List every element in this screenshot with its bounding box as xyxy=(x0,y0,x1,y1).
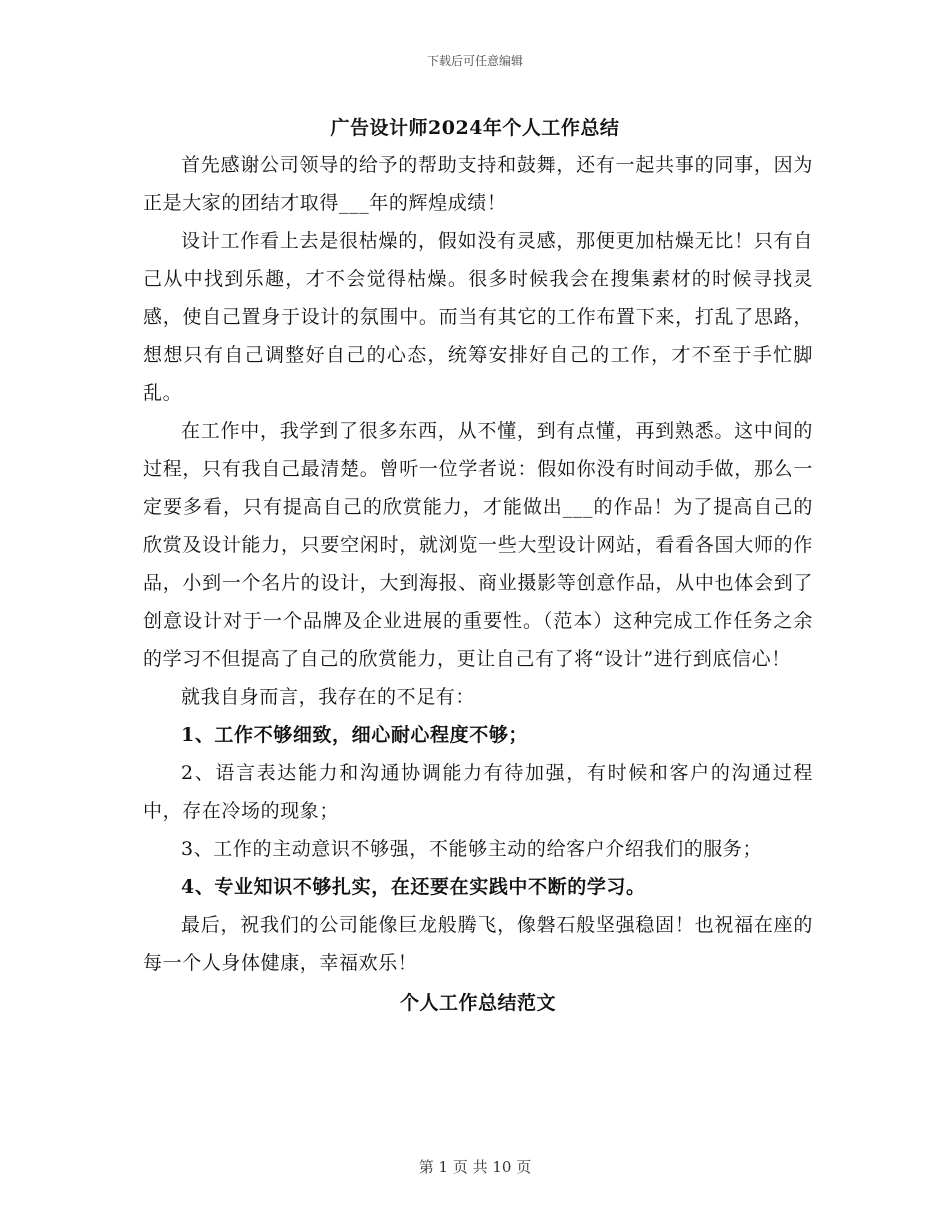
paragraph-design-work: 设计工作看上去是很枯燥的，假如没有灵感，那便更加枯燥无比！只有自己从中找到乐趣，才不会觉得枯燥。很多时候我会在搜集素材的时候寻找灵感，使自己置身于设计的氛围中。而当有其它的工作布置下来，打乱了思路，想想只有自己调整好自己的心态，统筹安排好自己的工作，才不至于手忙脚乱。 xyxy=(143,230,813,404)
paragraph-shortcomings-intro: 就我自身而言，我存在的不足有： xyxy=(181,686,476,708)
section-title: 个人工作总结范文 xyxy=(399,992,556,1014)
page-footer: 第 1 页 共 10 页 xyxy=(418,1158,532,1176)
shortcoming-item-2: 2、语言表达能力和沟通协调能力有待加强，有时候和客户的沟通过程中，存在冷场的现象； xyxy=(143,762,813,822)
shortcoming-item-1: 1、工作不够细致，细心耐心程度不够； xyxy=(181,724,529,746)
document-title: 广告设计师2024年个人工作总结 xyxy=(330,117,620,139)
shortcoming-item-4: 4、专业知识不够扎实，在还要在实践中不断的学习。 xyxy=(181,876,646,898)
paragraph-closing: 最后，祝我们的公司能像巨龙般腾飞，像磐石般坚强稳固！也祝福在座的每一个人身体健康，幸福欢乐！ xyxy=(143,914,813,974)
shortcoming-item-3: 3、工作的主动意识不够强，不能够主动的给客户介绍我们的服务； xyxy=(181,838,763,860)
paragraph-learning: 在工作中，我学到了很多东西，从不懂，到有点懂，再到熟悉。这中间的过程，只有我自己最清楚。曾听一位学者说：假如你没有时间动手做，那么一定要多看，只有提高自己的欣赏能力，才能做出___的作品！为了提高自己的欣赏及设计能力，只要空闲时，就浏览一些大型设计网站，看看各国大师的作品，小到一个名片的设计，大到海报、商业摄影等创意作品，从中也体会到了创意设计对于一个品牌及企业进展的重要性。（范本）这种完成工作任务之余的学习不但提高了自己的欣赏能力，更让自己有了将“设计”进行到底信心！ xyxy=(143,420,813,670)
paragraph-thanks: 首先感谢公司领导的给予的帮助支持和鼓舞，还有一起共事的同事，因为正是大家的团结才取得___年的辉煌成绩！ xyxy=(143,154,813,214)
document-body xyxy=(143,146,813,1022)
page-header: 下载后可任意编辑 xyxy=(426,54,523,68)
